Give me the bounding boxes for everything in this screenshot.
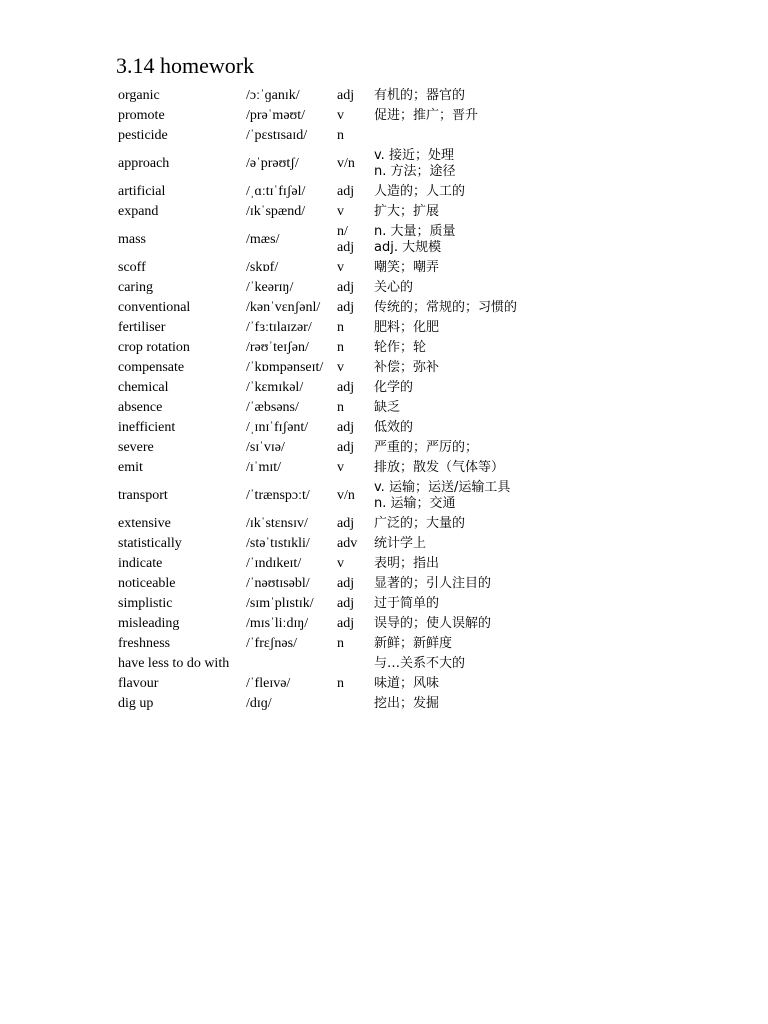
definition-cell	[371, 674, 757, 694]
part-of-speech-cell	[334, 418, 371, 438]
word-cell: mass	[118, 232, 146, 247]
part-of-speech-line: adj	[337, 596, 355, 611]
part-of-speech-cell	[334, 258, 371, 278]
part-of-speech-cell	[334, 574, 371, 594]
vocabulary-table-body	[115, 86, 757, 714]
part-of-speech-cell	[334, 106, 371, 126]
part-of-speech-cell	[334, 86, 371, 106]
definition-line: 促进；推广；晋升	[374, 108, 479, 123]
definition-line: v. 运输；运送/运输工具	[374, 480, 511, 495]
definition-cell	[371, 694, 757, 714]
word-cell: simplistic	[118, 596, 173, 611]
phonetic-cell: /mæs/	[246, 232, 280, 247]
word-cell: promote	[118, 108, 165, 123]
part-of-speech-cell	[334, 478, 371, 514]
part-of-speech-line: adj	[337, 440, 355, 455]
definition-cell	[371, 514, 757, 534]
word-cell: statistically	[118, 536, 182, 551]
phonetic-cell: /prəˈməʊt/	[246, 108, 305, 123]
definition-cell	[371, 438, 757, 458]
definition-line: 过于简单的	[374, 596, 440, 611]
vocab-row	[115, 418, 757, 438]
part-of-speech-cell	[334, 438, 371, 458]
vocab-row	[115, 106, 757, 126]
definition-line: 挖出；发掘	[374, 696, 440, 711]
definition-line: 扩大；扩展	[374, 204, 440, 219]
vocab-row	[115, 634, 757, 654]
part-of-speech-line: adj	[337, 88, 355, 103]
phonetic-cell: /ˈkɛmɪkəl/	[246, 380, 304, 395]
word-cell: organic	[118, 88, 160, 103]
part-of-speech-cell	[334, 338, 371, 358]
vocab-row	[115, 126, 757, 146]
vocab-row	[115, 438, 757, 458]
vocab-row	[115, 398, 757, 418]
word-cell: transport	[118, 488, 168, 503]
part-of-speech-line: n/	[337, 224, 348, 239]
vocab-row	[115, 182, 757, 202]
part-of-speech-cell	[334, 202, 371, 222]
word-cell: fertiliser	[118, 320, 166, 335]
phonetic-cell: /ɪˈmɪt/	[246, 460, 281, 475]
word-cell: conventional	[118, 300, 191, 315]
phonetic-cell: /stəˈtɪstɪkli/	[246, 536, 310, 551]
part-of-speech-cell	[334, 298, 371, 318]
phonetic-cell	[243, 654, 334, 674]
definition-line: 补偿；弥补	[374, 360, 440, 375]
definition-cell	[371, 594, 757, 614]
part-of-speech-cell	[334, 594, 371, 614]
definition-cell	[371, 418, 757, 438]
definition-line: 嘲笑；嘲弄	[374, 260, 440, 275]
part-of-speech-cell	[334, 634, 371, 654]
part-of-speech-line: v	[337, 360, 344, 375]
definition-cell	[371, 554, 757, 574]
phonetic-cell: /ˈfleɪvə/	[246, 676, 291, 691]
definition-line: 肥料；化肥	[374, 320, 440, 335]
definition-cell	[371, 278, 757, 298]
part-of-speech-cell	[334, 182, 371, 202]
part-of-speech-line: adj	[337, 380, 355, 395]
part-of-speech-cell	[334, 654, 371, 674]
phonetic-cell: /ˈfɜːtɪlaɪzər/	[246, 320, 312, 335]
phonetic-cell: /sɪmˈplɪstɪk/	[246, 596, 314, 611]
word-cell: dig up	[118, 696, 154, 711]
part-of-speech-cell	[334, 278, 371, 298]
vocab-row	[115, 378, 757, 398]
definition-cell	[371, 258, 757, 278]
word-cell: artificial	[118, 184, 166, 199]
part-of-speech-line: adv	[337, 536, 358, 551]
word-cell: have less to do with	[118, 656, 230, 671]
definition-line: 统计学上	[374, 536, 427, 551]
phonetic-cell: /sɪˈvɪə/	[246, 440, 285, 455]
definition-cell	[371, 378, 757, 398]
vocab-row	[115, 574, 757, 594]
definition-line: 关心的	[374, 280, 414, 295]
word-cell: misleading	[118, 616, 180, 631]
page-title: 3.14 homework	[116, 53, 255, 78]
part-of-speech-line: adj	[337, 616, 355, 631]
phonetic-cell: /ˈæbsəns/	[246, 400, 299, 415]
definition-line: 显著的；引人注目的	[374, 576, 492, 591]
vocab-row	[115, 278, 757, 298]
definition-cell	[371, 634, 757, 654]
definition-line: 缺乏	[374, 400, 401, 415]
part-of-speech-line: v/n	[337, 156, 355, 171]
phonetic-cell: /kənˈvɛnʃənl/	[246, 300, 321, 315]
part-of-speech-line: adj	[337, 240, 355, 255]
phonetic-cell: /ˈtrænspɔːt/	[246, 488, 310, 503]
vocab-row	[115, 358, 757, 378]
definition-cell	[371, 654, 757, 674]
part-of-speech-cell	[334, 614, 371, 634]
vocab-row	[115, 86, 757, 106]
definition-line: 广泛的；大量的	[374, 516, 466, 531]
part-of-speech-line: n	[337, 320, 344, 335]
vocab-row	[115, 554, 757, 574]
phonetic-cell: /əˈprəʊtʃ/	[246, 156, 299, 171]
part-of-speech-line: v	[337, 204, 344, 219]
definition-cell	[371, 222, 757, 258]
word-cell: extensive	[118, 516, 171, 531]
phonetic-cell: /ˈfrɛʃnəs/	[246, 636, 297, 651]
definition-cell	[371, 202, 757, 222]
definition-line: 与…关系不大的	[374, 656, 466, 671]
part-of-speech-cell	[334, 126, 371, 146]
vocab-row	[115, 146, 757, 182]
part-of-speech-cell	[334, 514, 371, 534]
part-of-speech-cell	[334, 398, 371, 418]
definition-line: v. 接近；处理	[374, 148, 454, 163]
part-of-speech-line: n	[337, 676, 344, 691]
part-of-speech-line: v/n	[337, 488, 355, 503]
definition-line: adj. 大规模	[374, 240, 442, 255]
definition-line: 新鲜；新鲜度	[374, 636, 453, 651]
phonetic-cell: /ɪkˈspænd/	[246, 204, 306, 219]
word-cell: approach	[118, 156, 170, 171]
word-cell: crop rotation	[118, 340, 190, 355]
phonetic-cell: /ˌɑːtɪˈfɪʃəl/	[246, 184, 306, 199]
phonetic-cell: /ˌɪnɪˈfɪʃənt/	[246, 420, 309, 435]
part-of-speech-cell	[334, 222, 371, 258]
definition-line: n. 大量；质量	[374, 224, 456, 239]
part-of-speech-cell	[334, 694, 371, 714]
word-cell: chemical	[118, 380, 169, 395]
part-of-speech-line: n	[337, 636, 344, 651]
vocab-row	[115, 318, 757, 338]
definition-cell	[371, 358, 757, 378]
word-cell: flavour	[118, 676, 159, 691]
definition-line: 严重的；严厉的；	[374, 440, 479, 455]
definition-cell	[371, 614, 757, 634]
word-cell: indicate	[118, 556, 163, 571]
part-of-speech-line: adj	[337, 576, 355, 591]
definition-line: 误导的；使人误解的	[374, 616, 492, 631]
phonetic-cell: /mɪsˈliːdɪŋ/	[246, 616, 309, 631]
vocab-row	[115, 534, 757, 554]
part-of-speech-cell	[334, 378, 371, 398]
part-of-speech-line: adj	[337, 280, 355, 295]
word-cell: freshness	[118, 636, 171, 651]
definition-line: n. 运输；交通	[374, 496, 456, 511]
word-cell: severe	[118, 440, 154, 455]
phonetic-cell: /ˈpɛstɪsaɪd/	[246, 128, 308, 143]
word-cell: absence	[118, 400, 163, 415]
part-of-speech-cell	[334, 458, 371, 478]
vocab-row	[115, 202, 757, 222]
word-cell: expand	[118, 204, 159, 219]
phonetic-cell: /ˈnəʊtɪsəbl/	[246, 576, 310, 591]
part-of-speech-cell	[334, 554, 371, 574]
definition-cell	[371, 318, 757, 338]
definition-line: 有机的；器官的	[374, 88, 466, 103]
part-of-speech-cell	[334, 674, 371, 694]
definition-line: 轮作；轮	[374, 340, 427, 355]
part-of-speech-cell	[334, 534, 371, 554]
definition-line: 传统的；常规的；习惯的	[374, 300, 518, 315]
vocab-row	[115, 258, 757, 278]
part-of-speech-line: n	[337, 128, 344, 143]
definition-cell	[371, 298, 757, 318]
definition-line: 排放；散发（气体等）	[374, 460, 505, 475]
part-of-speech-cell	[334, 318, 371, 338]
definition-cell	[371, 86, 757, 106]
part-of-speech-line: adj	[337, 300, 355, 315]
phonetic-cell: /rəʊˈteɪʃən/	[246, 340, 309, 355]
definition-cell	[371, 458, 757, 478]
definition-cell	[371, 146, 757, 182]
definition-cell	[371, 574, 757, 594]
word-cell: inefficient	[118, 420, 176, 435]
definition-cell	[371, 126, 757, 146]
definition-line: 低效的	[374, 420, 414, 435]
vocab-row	[115, 298, 757, 318]
part-of-speech-line: v	[337, 260, 344, 275]
word-cell: scoff	[118, 260, 146, 275]
word-cell: caring	[118, 280, 153, 295]
definition-cell	[371, 106, 757, 126]
vocab-row	[115, 478, 757, 514]
vocab-row	[115, 674, 757, 694]
definition-cell	[371, 534, 757, 554]
vocab-row	[115, 654, 757, 674]
vocab-row	[115, 338, 757, 358]
definition-cell	[371, 398, 757, 418]
word-cell: pesticide	[118, 128, 168, 143]
vocab-row	[115, 514, 757, 534]
definition-line: 化学的	[374, 380, 414, 395]
vocab-row	[115, 694, 757, 714]
definition-cell	[371, 478, 757, 514]
part-of-speech-cell	[334, 146, 371, 182]
definition-line: 人造的；人工的	[374, 184, 466, 199]
phonetic-cell: /skɒf/	[246, 260, 279, 275]
part-of-speech-cell	[334, 358, 371, 378]
part-of-speech-line: adj	[337, 516, 355, 531]
part-of-speech-line: adj	[337, 184, 355, 199]
vocab-row	[115, 458, 757, 478]
definition-line: n. 方法；途径	[374, 164, 456, 179]
phonetic-cell: /dɪɡ/	[246, 696, 272, 711]
vocabulary-table	[115, 86, 757, 714]
part-of-speech-line: v	[337, 108, 344, 123]
word-cell: noticeable	[118, 576, 176, 591]
vocab-row	[115, 614, 757, 634]
part-of-speech-line: adj	[337, 420, 355, 435]
definition-cell	[371, 338, 757, 358]
phonetic-cell: /ɔːˈɡanɪk/	[246, 88, 300, 103]
definition-line: 表明；指出	[374, 556, 440, 571]
vocab-row	[115, 222, 757, 258]
phonetic-cell: /ˈkɒmpənseɪt/	[246, 360, 324, 375]
part-of-speech-line: n	[337, 340, 344, 355]
word-cell: compensate	[118, 360, 185, 375]
part-of-speech-line: v	[337, 460, 344, 475]
vocab-row	[115, 594, 757, 614]
part-of-speech-line: v	[337, 556, 344, 571]
word-cell: emit	[118, 460, 143, 475]
phonetic-cell: /ɪkˈstɛnsɪv/	[246, 516, 308, 531]
definition-cell	[371, 182, 757, 202]
phonetic-cell: /ˈɪndɪkeɪt/	[246, 556, 302, 571]
phonetic-cell: /ˈkeərɪŋ/	[246, 280, 294, 295]
part-of-speech-line: n	[337, 400, 344, 415]
definition-line: 味道；风味	[374, 676, 440, 691]
